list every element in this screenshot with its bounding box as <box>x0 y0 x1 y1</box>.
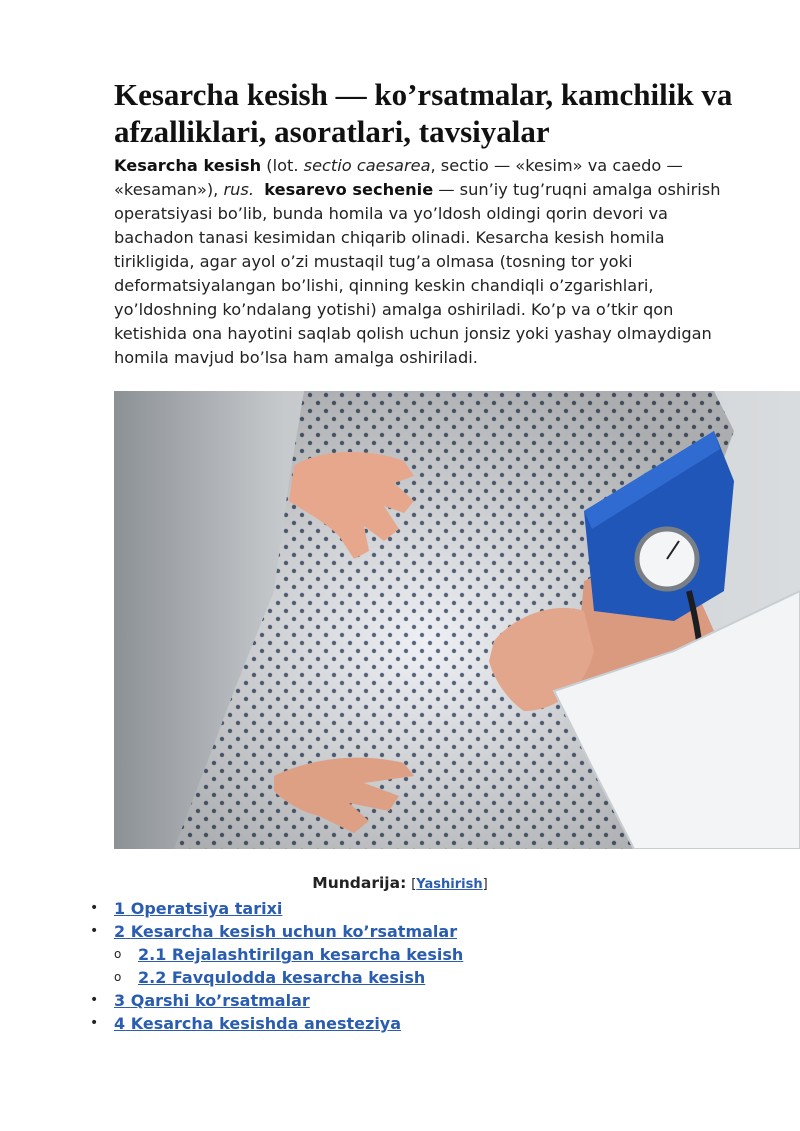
toc-link-2-1[interactable]: 2.1 Rejalashtirilgan kesarcha kesish <box>138 945 464 964</box>
toc-bracket-close: ] <box>482 877 488 892</box>
bullet-icon: • <box>90 923 99 939</box>
table-of-contents <box>90 897 690 1035</box>
bullet-icon: • <box>90 1015 99 1031</box>
sub-bullet-icon: o <box>114 947 122 961</box>
sub-bullet-icon: o <box>114 970 122 984</box>
pregnancy-checkup-photo <box>114 391 800 849</box>
article-title: Kesarcha kesish — ko’rsatmalar, kamchilik va afzalliklari, asoratlari, tavsiyalar <box>114 77 733 149</box>
toc-link-3[interactable]: 3 Qarshi ko’rsatmalar <box>114 991 310 1010</box>
toc-subitem <box>90 943 690 966</box>
toc-item <box>90 1012 690 1035</box>
toc-title: Mundarija: <box>312 874 407 892</box>
bullet-icon: • <box>90 900 99 916</box>
toc-hide-link[interactable]: Yashirish <box>416 877 483 892</box>
lead-paragraph <box>114 154 739 370</box>
toc-subitem <box>90 966 690 989</box>
toc-link-4[interactable]: 4 Kesarcha kesishda anesteziya <box>114 1014 402 1033</box>
lead-term: Kesarcha kesish <box>114 156 262 175</box>
lead-text-2: , sectio — «kesim» va caedo — «kesaman»), <box>114 156 683 199</box>
toc-link-2[interactable]: 2 Kesarcha kesish uchun ko’rsatmalar <box>114 922 458 941</box>
lead-text-3: — sun’iy tug’ruqni amalga oshirish operatsiyasi bo’lib, bunda homila va yo’ldosh oldingi qorin devori va bachadon tanasi kesimidan chiqarib olinadi. Kesarcha kesish homila tirikligida, agar ayol o’zi mustaqil tug’a olmasa (tosning tor yoki deformatsiyalangan bo’lishi, qinning keskin chandiqli o’zgarishlari, yo’ldoshning ko’ndalang yotishi) amalga oshiriladi. Ko’p va o’tkir qon ketishida ona hayotini saqlab qolish uchun jonsiz yoki yashay olmaydigan homila mavjud bo’lsa ham amalga oshiriladi. <box>114 180 721 367</box>
rus-label: rus. <box>223 180 254 199</box>
toc-link-1[interactable]: 1 Operatsiya tarixi <box>114 899 283 918</box>
lead-text-1: (lot. <box>261 156 304 175</box>
rus-term: kesarevo sechenie <box>264 180 434 199</box>
toc-link-2-2[interactable]: 2.2 Favqulodda kesarcha kesish <box>138 968 426 987</box>
toc-item <box>90 920 690 943</box>
latin-term: sectio caesarea <box>303 156 431 175</box>
toc-item <box>90 989 690 1012</box>
toc-item <box>90 897 690 920</box>
toc-bracket-open: [ <box>411 877 417 892</box>
toc-header <box>0 874 800 892</box>
bullet-icon: • <box>90 992 99 1008</box>
